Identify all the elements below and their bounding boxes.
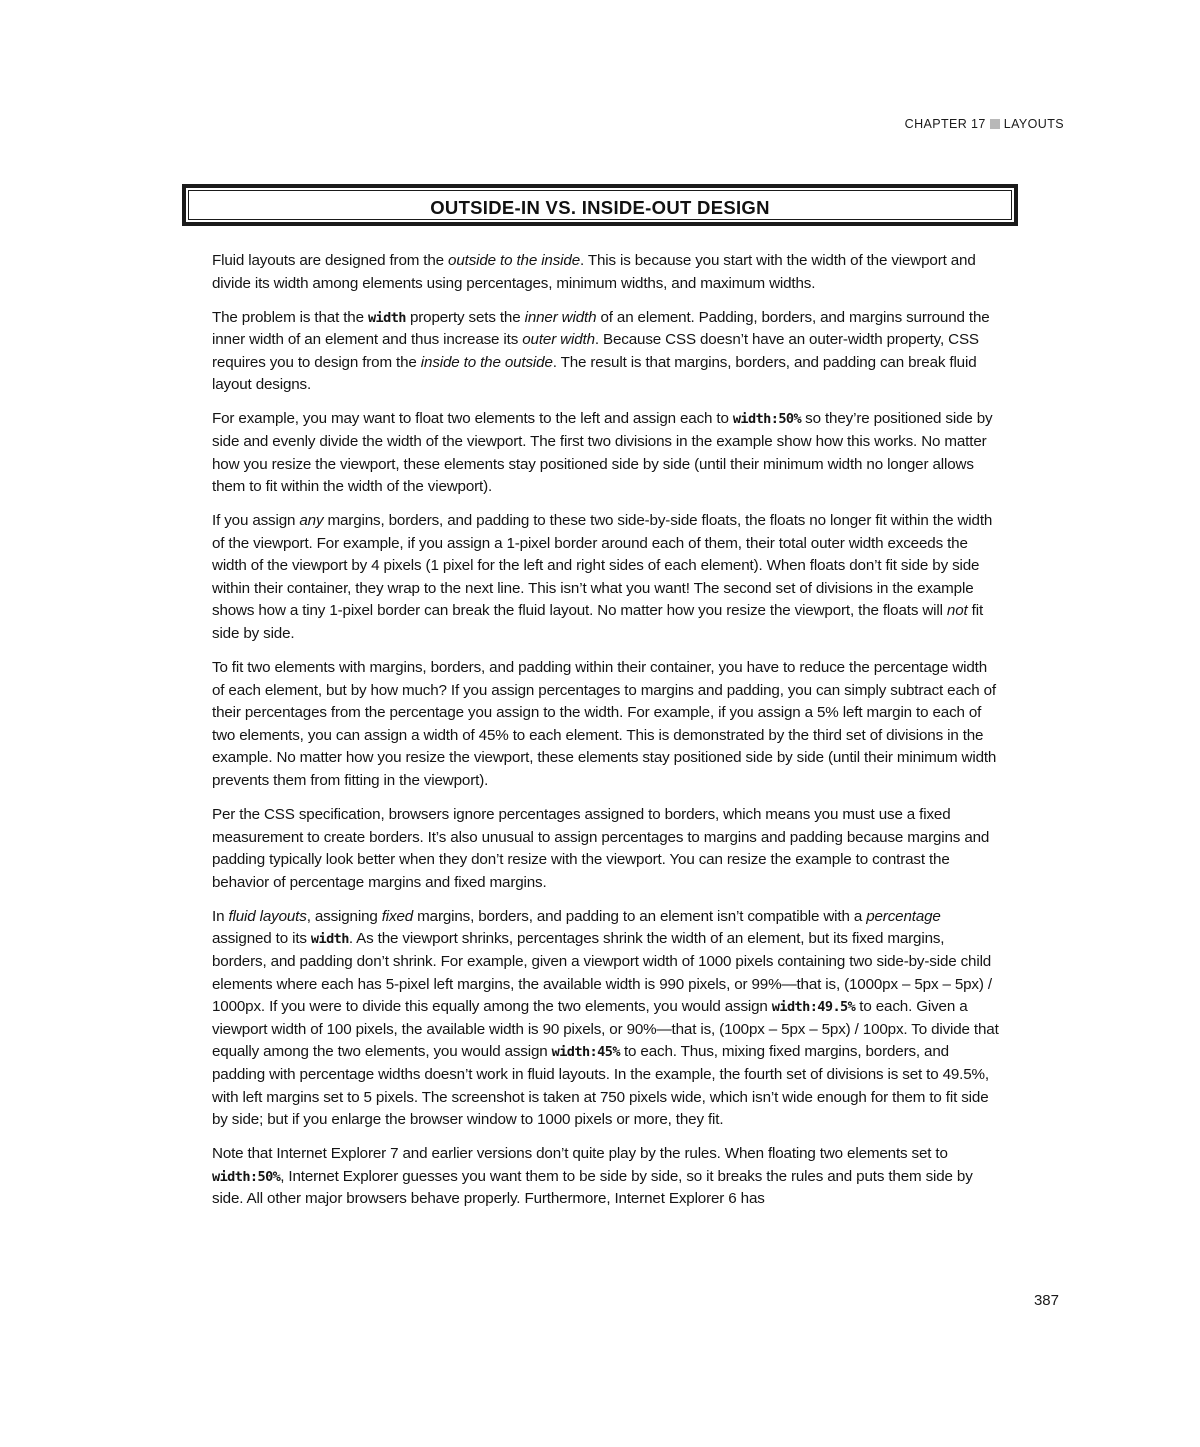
text-run: Per the CSS specification, browsers ignore percentages assigned to borders, which means you must use a fixed measurement to create borders. It’s also unusual to assign percentages to margins and padding because margins and padding typically look better when they don’t resize with the viewport. You can resize the example to contrast the behavior of percentage margins and fixed margins. — [212, 806, 990, 891]
code-term: width — [310, 931, 349, 948]
emphasis: inside to the outside — [420, 353, 553, 371]
text-run: To fit two elements with margins, borders, and padding within their container, you have to reduce the percentage width of each element, but by how much? If you assign percentages to margins and padding, you can simply subtract each of their percentages from the percentage you assign to the width. For example, if you assign a 5% left margin to each of two elements, you can assign a width of 45% to each element. This is demonstrated by the third set of divisions in the example. No matter how you resize the viewport, these elements stay positioned side by side (until their minimum width prevents them from fitting in the viewport). — [212, 659, 997, 790]
text-run: Fluid layouts are designed from the — [212, 252, 449, 269]
text-run: to each. Thus, mixing fixed margins, borders, and padding with percentage widths doesn’t work in fluid layouts. In the example, the fourth set of divisions is set to 49.5%, with left margins set to 5 pixels. The screenshot is taken at 750 pixels wide, which isn’t wide enough for them to fit side by side; but if you enlarge the browser window to 1000 pixels or more, they fit. — [212, 1043, 989, 1129]
text-run: In — [212, 907, 229, 925]
emphasis: outside to the inside — [448, 252, 580, 269]
sidebar-title: OUTSIDE-IN VS. INSIDE-OUT DESIGN — [430, 197, 770, 218]
emphasis: any — [299, 512, 324, 530]
code-term: width:45% — [551, 1044, 620, 1061]
separator-square-icon — [990, 119, 1000, 129]
paragraph-7 — [212, 906, 1000, 1132]
emphasis: fixed — [381, 907, 414, 925]
text-run: , Internet Explorer guesses you want them to be side by side, so it breaks the rules and puts them side by side. All other major browsers behave properly. Furthermore, Internet Explorer 6 has — [212, 1167, 973, 1208]
text-run: . This is because you start with the width of the viewport and divide its width among elements using percentages, minimum widths, and maximum widths. — [212, 252, 976, 292]
text-run: of an element. Padding, borders, and margins surround the inner width of an element and thus increase its — [212, 308, 990, 349]
paragraph-3 — [212, 408, 1000, 498]
paragraph-6 — [212, 804, 1000, 894]
section-label: LAYOUTS — [1003, 117, 1064, 131]
chapter-label: CHAPTER 17 — [904, 117, 986, 131]
text-run: , assigning — [306, 907, 382, 925]
text-run: margins, borders, and padding to these two side-by-side floats, the floats no longer fit within the width of the viewport. For example, if you assign a 1-pixel border around each of them, their total outer width exceeds the width of the viewport by 4 pixels (1 pixel for the left and right sides of each element). When floats don’t fit side by side within their container, they wrap to the next line. This isn’t what you want! The second set of divisions in the example shows how a tiny 1-pixel border can break the fluid layout. No matter how you resize the viewport, the floats will — [212, 512, 993, 620]
emphasis: fluid layouts — [228, 907, 307, 925]
text-run: . The result is that margins, borders, and padding can break fluid layout designs. — [212, 353, 977, 394]
page-number: 387 — [1033, 1292, 1059, 1309]
paragraph-4 — [212, 510, 1000, 646]
text-run: margins, borders, and padding to an element isn’t compatible with a — [413, 907, 867, 925]
emphasis: not — [946, 602, 968, 620]
text-run: If you assign — [212, 512, 300, 530]
text-run: to each. Given a viewport width of 100 pixels, the available width is 90 pixels, or 90%—that is, (100px – 5px – 5px) / 100px. To divide that equally among the two elements, you would assign — [212, 998, 999, 1061]
code-term: width:50% — [732, 411, 802, 428]
text-run: so they’re positioned side by side and evenly divide the width of the viewport. The first two divisions in the example show how this works. No matter how you resize the viewport, these elements stay positioned side by side (until their minimum width no longer allows them to fit within the width of the viewport). — [212, 410, 993, 496]
paragraph-8 — [212, 1143, 1000, 1211]
paragraph-2 — [212, 307, 1000, 397]
paragraph-5 — [212, 657, 1000, 793]
code-term: width — [367, 309, 406, 326]
text-run: property sets the — [405, 308, 525, 326]
text-run: Note that Internet Explorer 7 and earlier versions don’t quite play by the rules. When floating two elements set to — [212, 1145, 948, 1163]
text-run: . As the viewport shrinks, percentages shrink the width of an element, but its fixed margins, borders, and padding don’t shrink. For example, given a viewport width of 1000 pixels containing two side-by-side child elements where each has 5-pixel left margins, the available width is 990 pixels, or 99%—that is, (1000px – 5px – 5px) / 1000px. If you were to divide this equally among the two elements, you would assign — [212, 930, 992, 1016]
text-run: assigned to its — [212, 930, 311, 948]
text-run: fit side by side. — [212, 602, 984, 643]
code-term: width:49.5% — [771, 999, 856, 1016]
sidebar-title-box — [182, 184, 1018, 226]
emphasis: outer width — [522, 331, 595, 349]
running-head — [905, 117, 1064, 131]
text-run: For example, you may want to float two elements to the left and assign each to — [212, 410, 733, 428]
emphasis: percentage — [866, 907, 941, 925]
code-term: width:50% — [212, 1168, 281, 1185]
text-run: . Because CSS doesn’t have an outer-width property, CSS requires you to design from the — [212, 331, 979, 371]
text-run: The problem is that the — [212, 308, 368, 326]
paragraph-1 — [212, 250, 1000, 295]
body-text — [212, 250, 1000, 1222]
emphasis: inner width — [524, 308, 597, 326]
